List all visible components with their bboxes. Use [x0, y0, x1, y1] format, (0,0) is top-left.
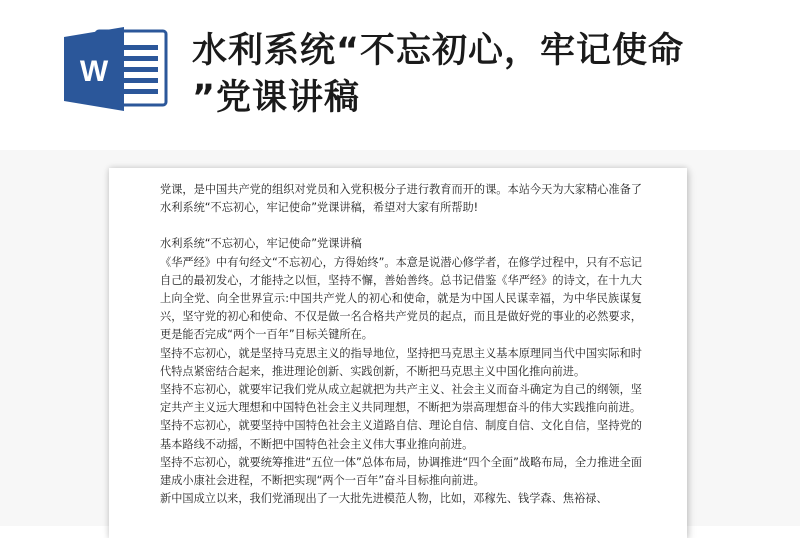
paragraph-gap [160, 217, 642, 235]
body-paragraph: 坚持不忘初心，就要统筹推进“五位一体”总体布局，协调推进“四个全面”战略布局，全力推进全面建成小康社会进程，不断把实现“两个一百年”奋斗目标推向前进。 [160, 455, 642, 488]
header [0, 0, 800, 150]
title-line-1: 水利系统“不忘初心，牢记使命 [192, 31, 685, 71]
word-document-icon [60, 25, 170, 113]
word-icon-letter: W [79, 55, 109, 88]
body-paragraph: 坚持不忘初心，就是坚持马克思主义的指导地位，坚持把马克思主义基本原理同当代中国实际和时代特点紧密结合起来，推进理论创新、实践创新，不断把马克思主义中国化推向前进。 [160, 346, 642, 378]
body-paragraph: 坚持不忘初心，就要牢记我们党从成立起就把为共产主义、社会主义而奋斗确定为自己的纲领，坚定共产主义远大理想和中国特色社会主义共同理想，不断把为崇高理想奋斗的伟大实践推向前进。 [160, 383, 642, 415]
title-line-2: ”党课讲稿 [192, 78, 361, 118]
body-paragraph: 新中国成立以来，我们党涌现出了一大批先进模范人物，比如，邓稼先、钱学森、焦裕禄、 [160, 492, 608, 506]
body-paragraph: 《华严经》中有句经文“不忘初心，方得始终”。本意是说潜心修学者，在修学过程中，只有不忘记自己的最初发心，才能持之以恒，坚持不懈，善始善终。总书记借鉴《华严经》的诗文，在十九大上向全党、向全世界宣示:中国共产党人的初心和使命，就是为中国人民谋幸福，为中华民族谋复兴，坚守党的初心和使命、不仅是做一名合格共产党员的起点，而且是做好党的事业的必然要求，更是能否完成“两个一百年”目标关键所在。 [160, 255, 642, 342]
document-body [160, 181, 642, 508]
intro-paragraph: 党课，是中国共产党的组织对党员和入党积极分子进行教育而开的课。本站今天为大家精心准备了水利系统“不忘初心，牢记使命”党课讲稿，希望对大家有所帮助! [160, 183, 642, 215]
body-paragraph: 坚持不忘初心，就要坚持中国特色社会主义道路自信、理论自信、制度自信、文化自信，坚持党的基本路线不动摇，不断把中国特色社会主义伟大事业推向前进。 [160, 419, 642, 451]
page-title [192, 28, 752, 122]
document-title: 水利系统“不忘初心，牢记使命”党课讲稿 [160, 237, 362, 251]
